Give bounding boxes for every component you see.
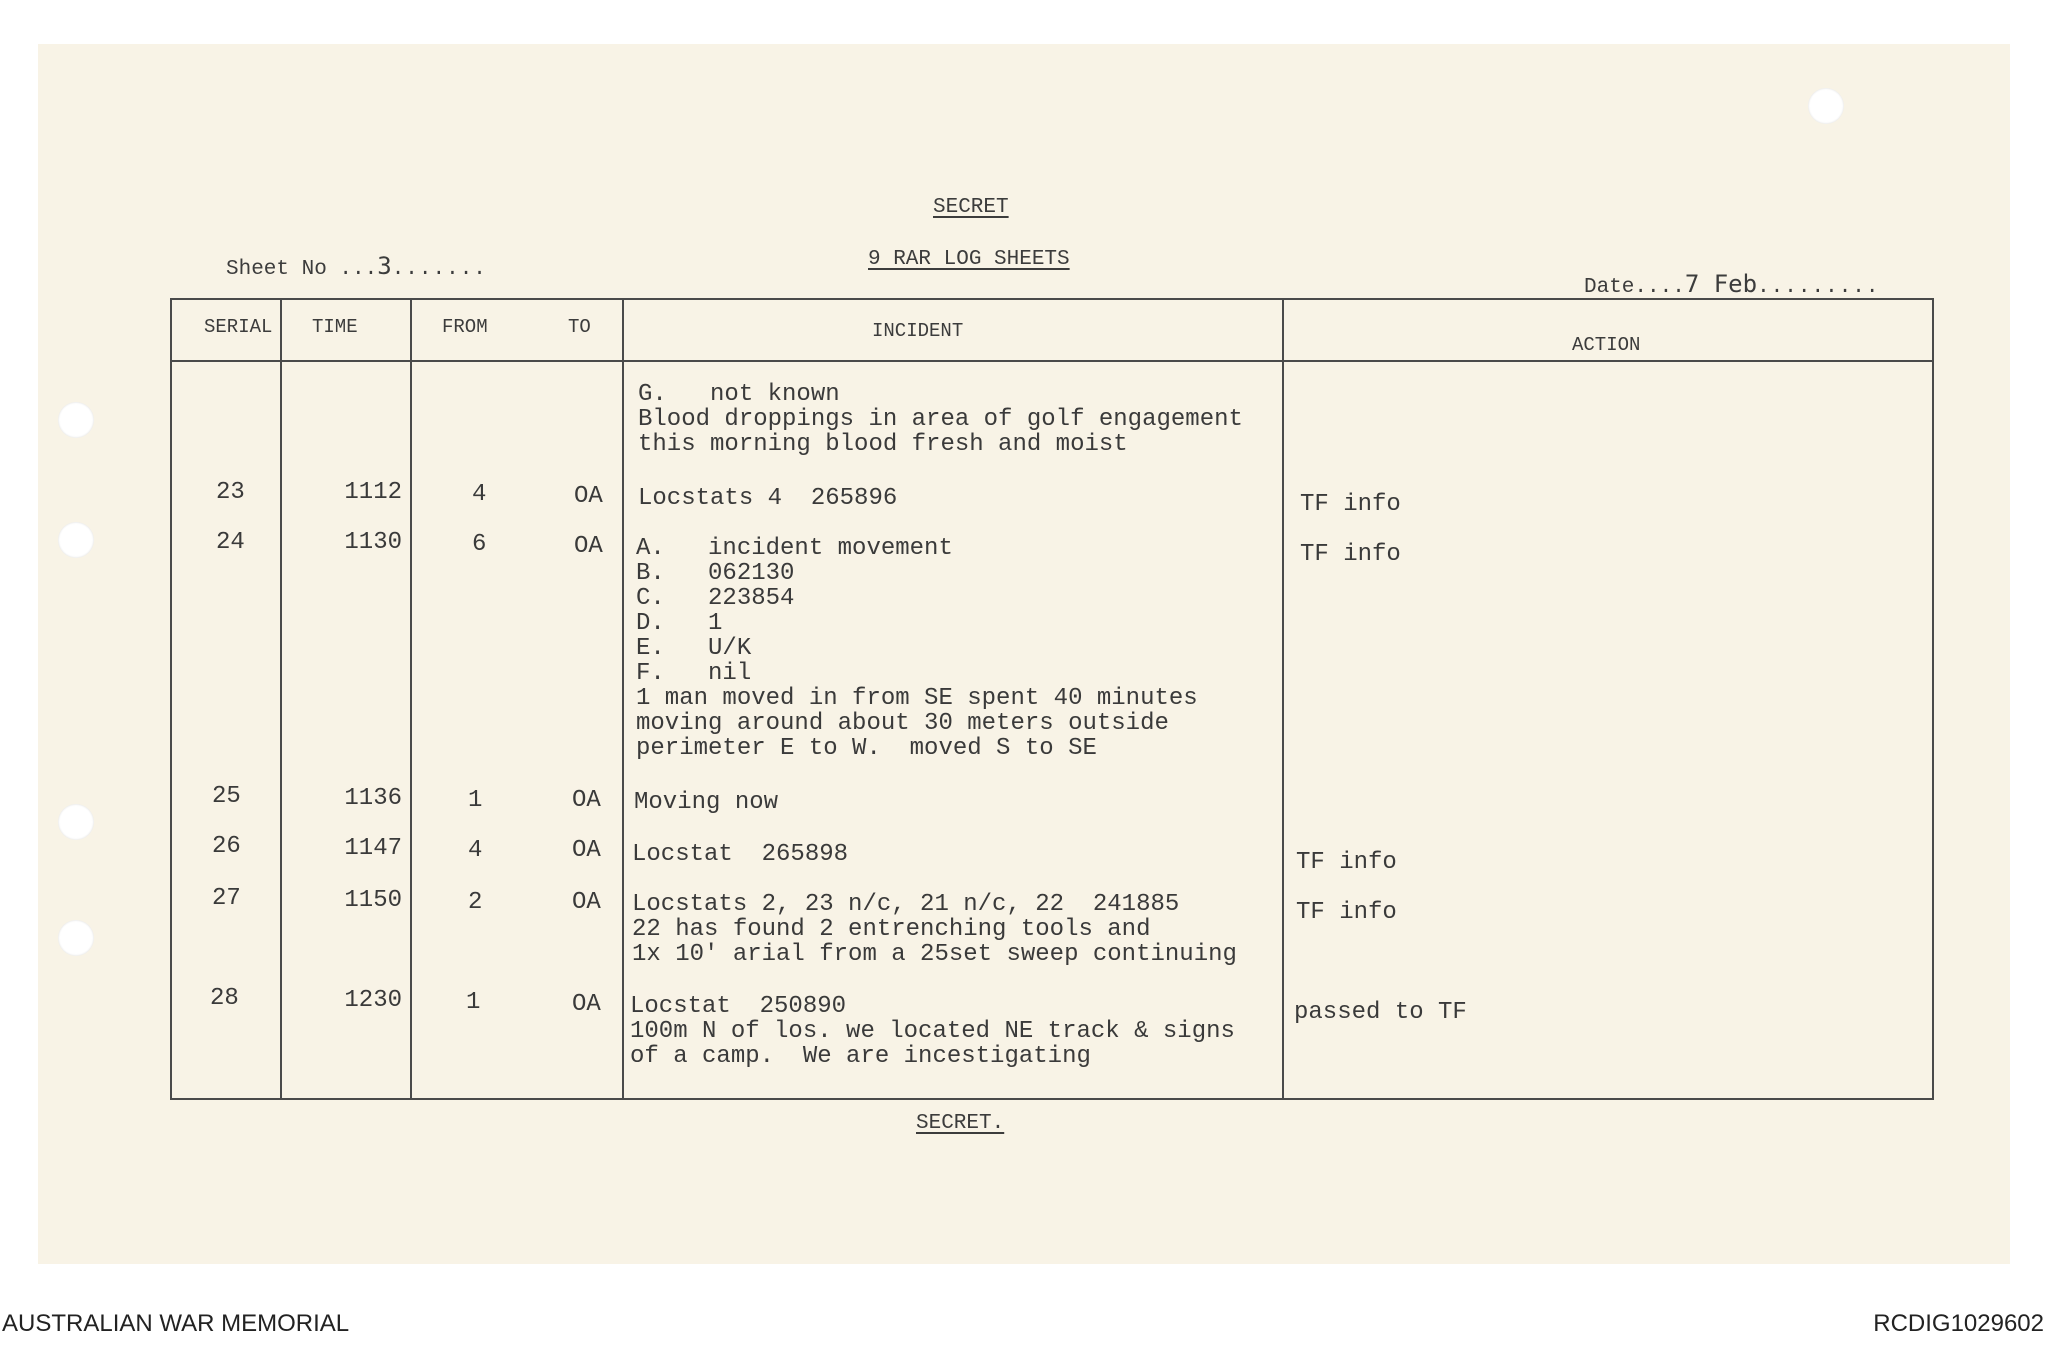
incident-cell: Locstat 250890 100m N of los. we located NE track & signs of a camp. We are incestigating: [630, 993, 1235, 1070]
to-cell: OA: [572, 991, 601, 1018]
serial-cell: 25: [212, 783, 241, 810]
from-cell: 1: [466, 989, 481, 1016]
time-cell: 1112: [344, 479, 402, 506]
classification-bottom: SECRET.: [916, 1112, 1005, 1135]
action-cell: passed to TF: [1294, 999, 1467, 1026]
action-cell: TF info: [1296, 849, 1397, 876]
serial-cell: 23: [216, 479, 245, 506]
col-header-time: TIME: [312, 316, 358, 338]
serial-cell: 26: [212, 833, 241, 860]
action-cell: TF info: [1300, 541, 1401, 568]
incident-cell: A. incident movement B. 062130 C. 223854 D. 1 E. U/K F. nil 1 man moved in from SE spent 40 minutes moving around about 30 meters outside perimeter E to W. moved S to SE: [636, 535, 1198, 762]
footer-source: AUSTRALIAN WAR MEMORIAL: [2, 1310, 350, 1337]
from-cell: 1: [468, 787, 483, 814]
sheet-no-value: 3: [377, 252, 392, 280]
date-field: [1584, 270, 1880, 299]
action-cell: TF info: [1296, 899, 1397, 926]
to-cell: OA: [574, 533, 603, 560]
to-cell: OA: [574, 483, 603, 510]
serial-cell: 24: [216, 529, 245, 556]
serial-cell: 27: [212, 885, 241, 912]
incident-cell: G. not known Blood droppings in area of golf engagement this morning blood fresh and moist: [638, 381, 1243, 458]
from-cell: 4: [468, 837, 483, 864]
punch-hole: [58, 402, 94, 438]
punch-hole: [58, 920, 94, 956]
column-divider: [1282, 300, 1284, 1098]
time-cell: 1147: [344, 835, 402, 862]
to-cell: OA: [572, 787, 601, 814]
col-header-incident: INCIDENT: [872, 320, 964, 342]
classification-top: SECRET: [933, 196, 1009, 219]
time-cell: 1136: [344, 785, 402, 812]
punch-hole: [58, 804, 94, 840]
document-title: 9 RAR LOG SHEETS: [868, 248, 1070, 271]
from-cell: 4: [472, 481, 487, 508]
date-value: 7 Feb: [1684, 270, 1758, 298]
header-divider: [172, 360, 1932, 362]
sheet-trail: .......: [391, 258, 487, 281]
to-cell: OA: [572, 837, 601, 864]
incident-cell: Moving now: [634, 789, 779, 816]
sheet-label: Sheet No ...: [226, 258, 378, 281]
column-divider: [280, 300, 282, 1098]
to-cell: OA: [572, 889, 601, 916]
from-cell: 6: [472, 531, 487, 558]
punch-hole: [1808, 88, 1844, 124]
time-cell: 1150: [344, 887, 402, 914]
column-divider: [622, 300, 624, 1098]
footer-id: RCDIG1029602: [1873, 1310, 2044, 1337]
date-trail: .........: [1757, 276, 1880, 299]
serial-cell: 28: [210, 985, 239, 1012]
incident-cell: Locstats 2, 23 n/c, 21 n/c, 22 241885 22 has found 2 entrenching tools and 1x 10' arial from a 25set sweep continuing: [632, 891, 1237, 968]
col-header-to: TO: [568, 316, 591, 338]
col-header-from: FROM: [442, 316, 488, 338]
date-label: Date....: [1584, 276, 1685, 299]
time-cell: 1230: [344, 987, 402, 1014]
sheet-number: [226, 252, 487, 281]
incident-cell: Locstats 4 265896: [638, 485, 898, 512]
incident-cell: Locstat 265898: [632, 841, 849, 868]
from-cell: 2: [468, 889, 483, 916]
col-header-action: ACTION: [1572, 334, 1641, 356]
action-cell: TF info: [1300, 491, 1401, 518]
time-cell: 1130: [344, 529, 402, 556]
col-header-serial: SERIAL: [204, 316, 273, 338]
punch-hole: [58, 522, 94, 558]
log-table: [170, 298, 1934, 1100]
column-divider: [410, 300, 412, 1098]
